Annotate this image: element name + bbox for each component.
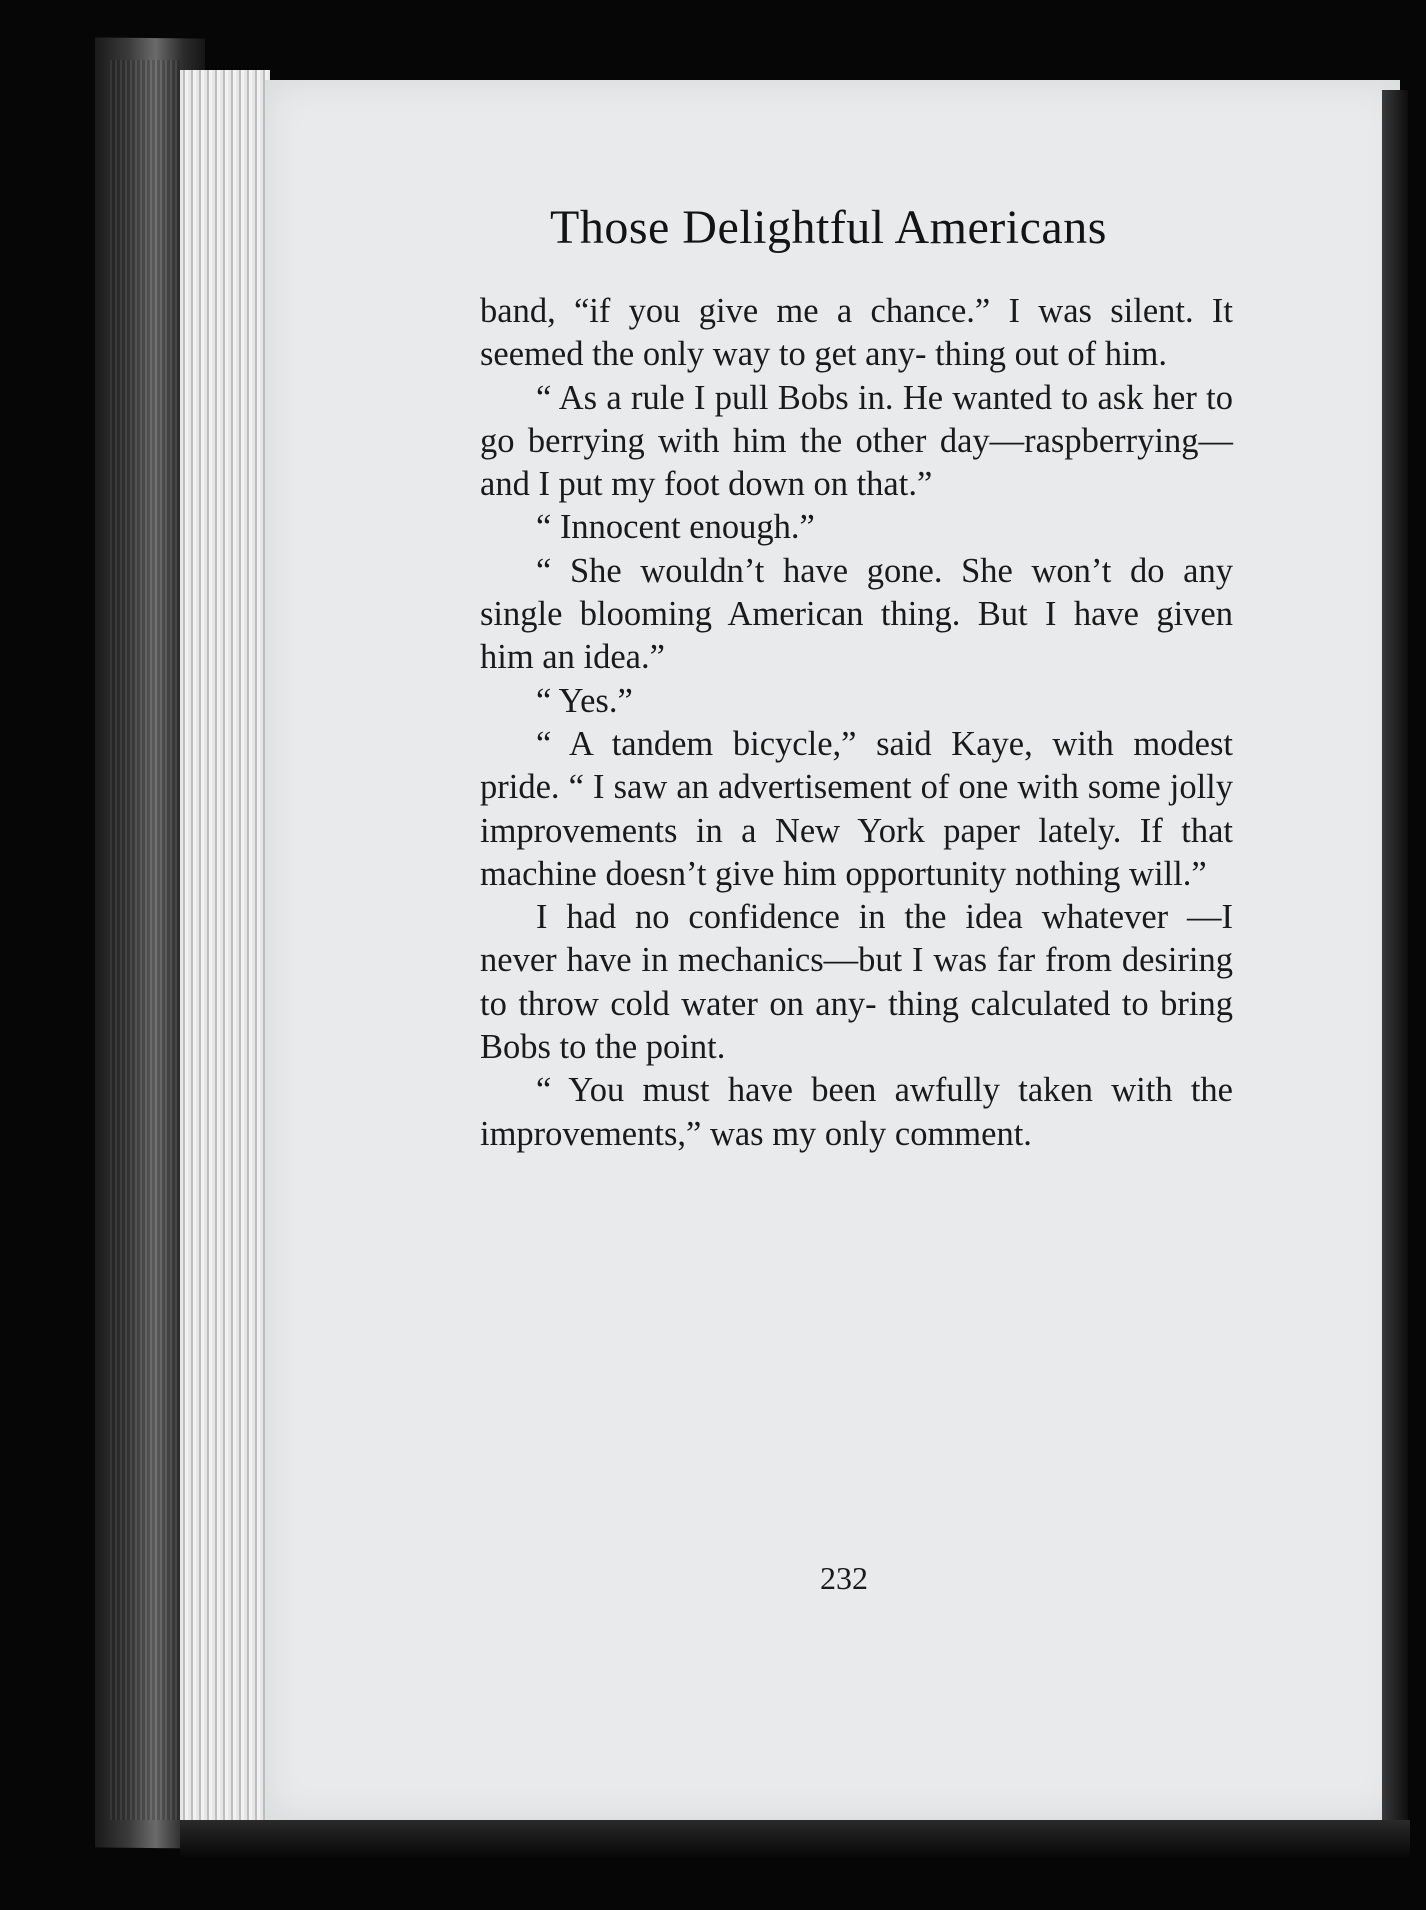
spine-texture	[110, 60, 180, 1820]
body-text	[480, 290, 1233, 1156]
paragraph: “ Yes.”	[536, 681, 633, 720]
paragraph: “ A tandem bicycle,” said Kaye, with modest pride. “ I saw an advertisement of one with some jolly improvements in a New York paper lately. If that machine doesn’t give him opportunity nothing will.”	[480, 724, 1233, 893]
paragraph: band, “if you give me a chance.” I was silent. It seemed the only way to get any- thing out of him.	[480, 292, 1233, 374]
paragraph: I had no confidence in the idea whatever —I never have in mechanics—but I was far from desiring to throw cold water on any- thing calculated to bring Bobs to the point.	[480, 898, 1233, 1067]
page-edges	[180, 70, 270, 1830]
running-title: Those Delightful Americans	[550, 201, 1107, 254]
paragraph: “ You must have been awfully taken with the improvements,” was my only comment.	[480, 1071, 1233, 1153]
bottom-shadow	[180, 1820, 1410, 1860]
paragraph: “ She wouldn’t have gone. She won’t do any single blooming American thing. But I have given him an idea.”	[480, 551, 1233, 677]
page-number: 232	[820, 1560, 868, 1596]
paragraph: “ As a rule I pull Bobs in. He wanted to ask her to go berrying with him the other day—raspberrying—and I put my foot down on that.”	[480, 378, 1233, 504]
right-binding-edge	[1382, 90, 1408, 1830]
paragraph: “ Innocent enough.”	[536, 508, 815, 547]
